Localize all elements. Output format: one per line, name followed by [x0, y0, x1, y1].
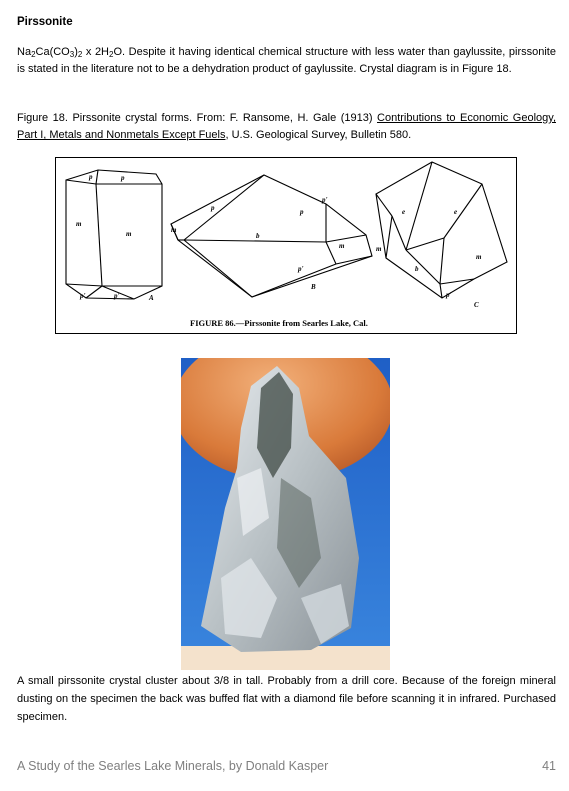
- section-heading: Pirssonite: [17, 16, 73, 28]
- formula-sub: 3: [69, 50, 75, 59]
- figure-ref-prefix: Figure 18. Pirssonite crystal forms. From: F. Ransome, H. Gale (1913): [17, 112, 378, 124]
- crystal-c-face-label: m: [376, 245, 382, 253]
- crystal-a-face-label: p: [121, 174, 125, 182]
- diagram-caption: FIGURE 86.—Pirssonite from Searles Lake, Cal.: [190, 318, 368, 328]
- specimen-photo: [181, 358, 390, 670]
- book-title: Contributions to Economic Geology, Part I, Metals and Nonmetals Except Fuels: [17, 112, 556, 141]
- crystal-a-face-label: p': [114, 292, 120, 300]
- formula-close: ): [74, 46, 78, 58]
- crystal-b-figure-letter: B: [311, 283, 316, 291]
- intro-paragraph: [17, 44, 556, 78]
- specimen-photo-image: [181, 358, 390, 670]
- crystal-b-face-label: b: [256, 232, 260, 240]
- crystal-diagram-figure: [55, 157, 517, 334]
- formula-sub: 2: [31, 50, 36, 59]
- crystal-c-face-label: p': [446, 291, 452, 299]
- crystal-c-figure-letter: C: [474, 301, 479, 309]
- formula-ca: Ca(CO: [35, 46, 70, 58]
- formula-na: Na: [17, 46, 32, 58]
- crystal-a-face-label: p': [80, 292, 86, 300]
- crystal-b-face-label: p: [211, 204, 215, 212]
- crystal-a-figure-letter: A: [149, 294, 154, 302]
- crystal-b-drawing: [171, 175, 372, 297]
- crystal-c-drawing: [376, 162, 507, 298]
- crystal-c-face-label: e: [402, 208, 406, 216]
- crystal-a-face-label: m: [76, 220, 82, 228]
- intro-text: Despite it having identical chemical structure with less water than gaylussite, pirssonite is stated in the literature not to be a dehydration product of gaylussite. Crystal diagram is in Figure 18.: [17, 46, 556, 75]
- crystal-c-face-label: b: [415, 265, 419, 273]
- crystal-b-face-label: p': [298, 265, 304, 273]
- photo-caption: A small pirssonite crystal cluster about 3/8 in tall. Probably from a drill core. Because of the foreign mineral dusting on the specimen the back was buffed flat with a diamond file before scanning it in infrared. Purchased specimen.: [17, 675, 556, 723]
- crystal-b-face-label: p: [300, 208, 304, 216]
- formula-x: x 2H: [82, 46, 109, 58]
- formula-o: O.: [113, 46, 126, 58]
- crystal-b-face-label: m: [171, 226, 177, 234]
- crystal-c-face-label: e: [454, 208, 458, 216]
- page-number: 41: [542, 759, 556, 773]
- crystal-b-face-label: p': [322, 196, 328, 204]
- crystal-b-face-label: m: [339, 242, 345, 250]
- crystal-a-face-label: m: [126, 230, 132, 238]
- crystal-diagram: [56, 158, 516, 333]
- crystal-a-drawing: [66, 170, 162, 299]
- footer-title: A Study of the Searles Lake Minerals, by Donald Kasper: [17, 759, 329, 773]
- formula-sub: 2: [77, 50, 83, 59]
- figure-ref-suffix: , U.S. Geological Survey, Bulletin 580.: [225, 129, 412, 141]
- figure-reference: [17, 110, 556, 144]
- crystal-a-face-label: p: [89, 173, 93, 181]
- crystal-c-face-label: m: [476, 253, 482, 261]
- formula-sub: 2: [109, 50, 114, 59]
